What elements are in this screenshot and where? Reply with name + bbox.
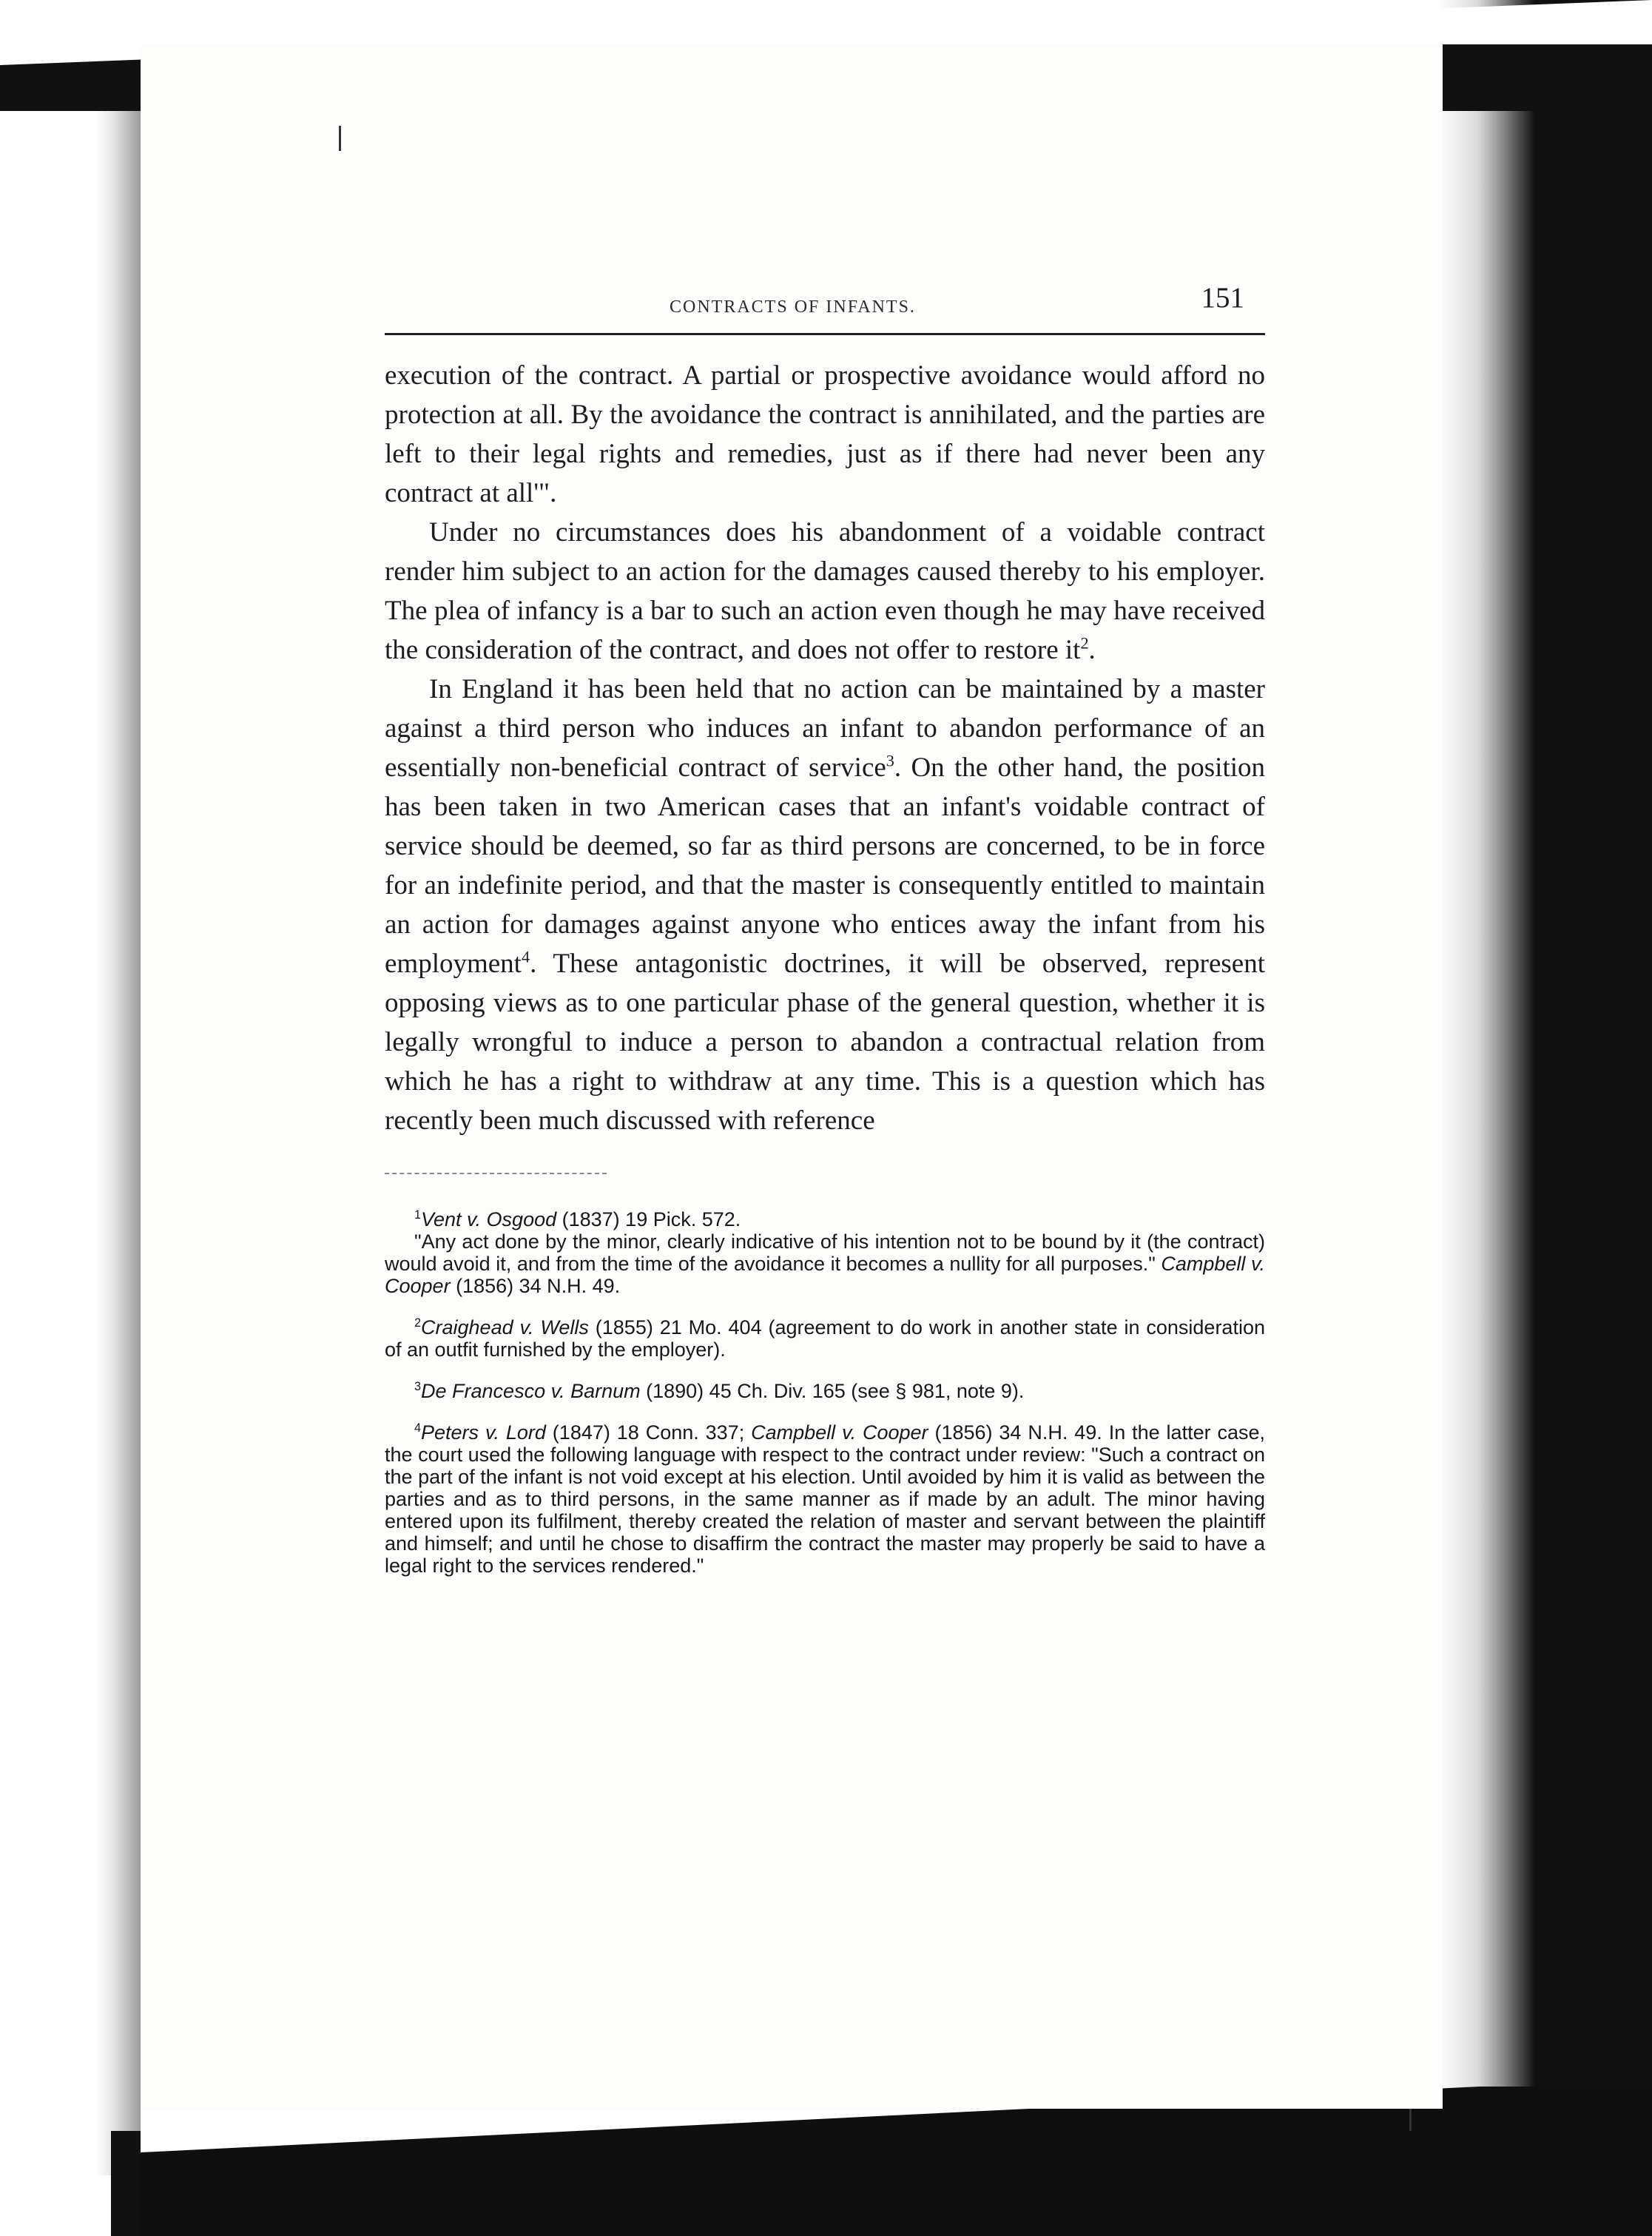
scan-border-bottom (0, 2087, 1652, 2236)
footnote-1-quote-case: Campbell v. Cooper (385, 1253, 1265, 1297)
footnote-4-text: (1856) 34 N.H. 49. In the latter case, the court used the following language with respect to the contract under review: "Such a contract on the part of the infant is not void except at his election. Until avoided by him it is valid as between the parties and as to third persons, in the same manner as if made by an adult. The minor having entered upon its fulfilment, thereby created the relation of master and servant between the plaintiff and himself; and until he chose to disaffirm the contract the master may properly be said to have a legal right to the services rendered." (385, 1421, 1266, 1577)
page-header (385, 281, 1265, 335)
footnote-divider (385, 1173, 607, 1174)
footnotes (385, 1208, 1265, 1577)
paragraph-3-text: In England it has been held that no action can be maintained by a master against a third person who induces an infant to abandon performance of an essentially non-beneficial contract of service (385, 674, 1265, 783)
page-number: 151 (1201, 282, 1244, 314)
paragraph-2-text: Under no circumstances does his abandonment of a voidable contract render him subject to an action for the damages caused thereby to his employer. The plea of infancy is a bar to such an action even though he may have received the consideration of the contract, and does not offer to restore it (385, 517, 1265, 665)
paragraph-3-text-end: . These antagonistic doctrines, it will be observed, represent opposing views as to one particular phase of the general question, whether it is legally wrongful to induce a person to abandon a contractual relation from which he has a right to withdraw at any time. This is a question which has recently been much discussed with reference (385, 949, 1265, 1136)
scan-speck (1409, 2109, 1412, 2131)
footnote-1-mark: 1 (414, 1208, 422, 1222)
footnote-2-case: Craighead v. Wells (421, 1316, 589, 1338)
scan-book-edge-right (1439, 0, 1652, 2236)
paragraph-2 (385, 513, 1265, 670)
footnote-ref-4: 4 (521, 947, 530, 966)
scan-shadow-left (96, 89, 141, 2175)
body-text (385, 356, 1265, 1140)
footnote-ref-3: 3 (886, 751, 894, 770)
scan-speck (339, 126, 341, 151)
footnote-3-mark: 3 (414, 1380, 422, 1393)
footnote-2-mark: 2 (414, 1316, 422, 1330)
footnote-1-quote-citation: (1856) 34 N.H. 49. (450, 1275, 621, 1297)
footnote-4 (385, 1421, 1265, 1577)
paragraph-3-text-cont: . On the other hand, the position has been taken in two American cases that an infant's voidable contract of service should be deemed, so far as third persons are concerned, to be in force for an indefinite period, and that the master is consequently entitled to maintain an action for damages against anyone who entices away the infant from his employment (385, 752, 1265, 979)
footnote-2-text: (1855) 21 Mo. 404 (agreement to do work in another state in consideration of an outfit furnished by the employer). (385, 1316, 1265, 1361)
footnote-4-case-1: Peters v. Lord (421, 1421, 546, 1444)
footnote-1-quote (385, 1230, 1265, 1297)
footnote-1-citation: (1837) 19 Pick. 572. (556, 1208, 741, 1230)
scan-corner-bottom-left (111, 2131, 141, 2236)
footnote-1 (385, 1208, 1265, 1230)
footnote-1-case: Vent v. Osgood (421, 1208, 557, 1230)
footnote-1-quote-text: "Any act done by the minor, clearly indicative of his intention not to be bound by it (the contract) would avoid it, and from the time of the avoidance it becomes a nullity for all purposes." (385, 1230, 1265, 1275)
footnote-4-case-2: Campbell v. Cooper (751, 1421, 928, 1444)
footnote-3-text: (1890) 45 Ch. Div. 165 (see § 981, note 9). (640, 1380, 1025, 1402)
paragraph-3 (385, 670, 1265, 1140)
footnote-ref-2: 2 (1080, 633, 1089, 653)
footnote-4-mark: 4 (414, 1421, 422, 1435)
paragraph-1-text: execution of the contract. A partial or prospective avoidance would afford no protection at all. By the avoidance the contract is annihilated, and the parties are left to their legal rights and remedies, just as if there had never been any contract at all'". (385, 360, 1265, 508)
paragraph-2-end: . (1088, 635, 1096, 665)
footnote-4-citation-1: (1847) 18 Conn. 337; (545, 1421, 752, 1444)
footnote-3-case: De Francesco v. Barnum (421, 1380, 641, 1402)
paragraph-1 (385, 356, 1265, 513)
page-content (385, 281, 1265, 1577)
footnote-2 (385, 1316, 1265, 1361)
footnote-3 (385, 1380, 1265, 1402)
running-head: CONTRACTS OF INFANTS. (670, 297, 916, 317)
